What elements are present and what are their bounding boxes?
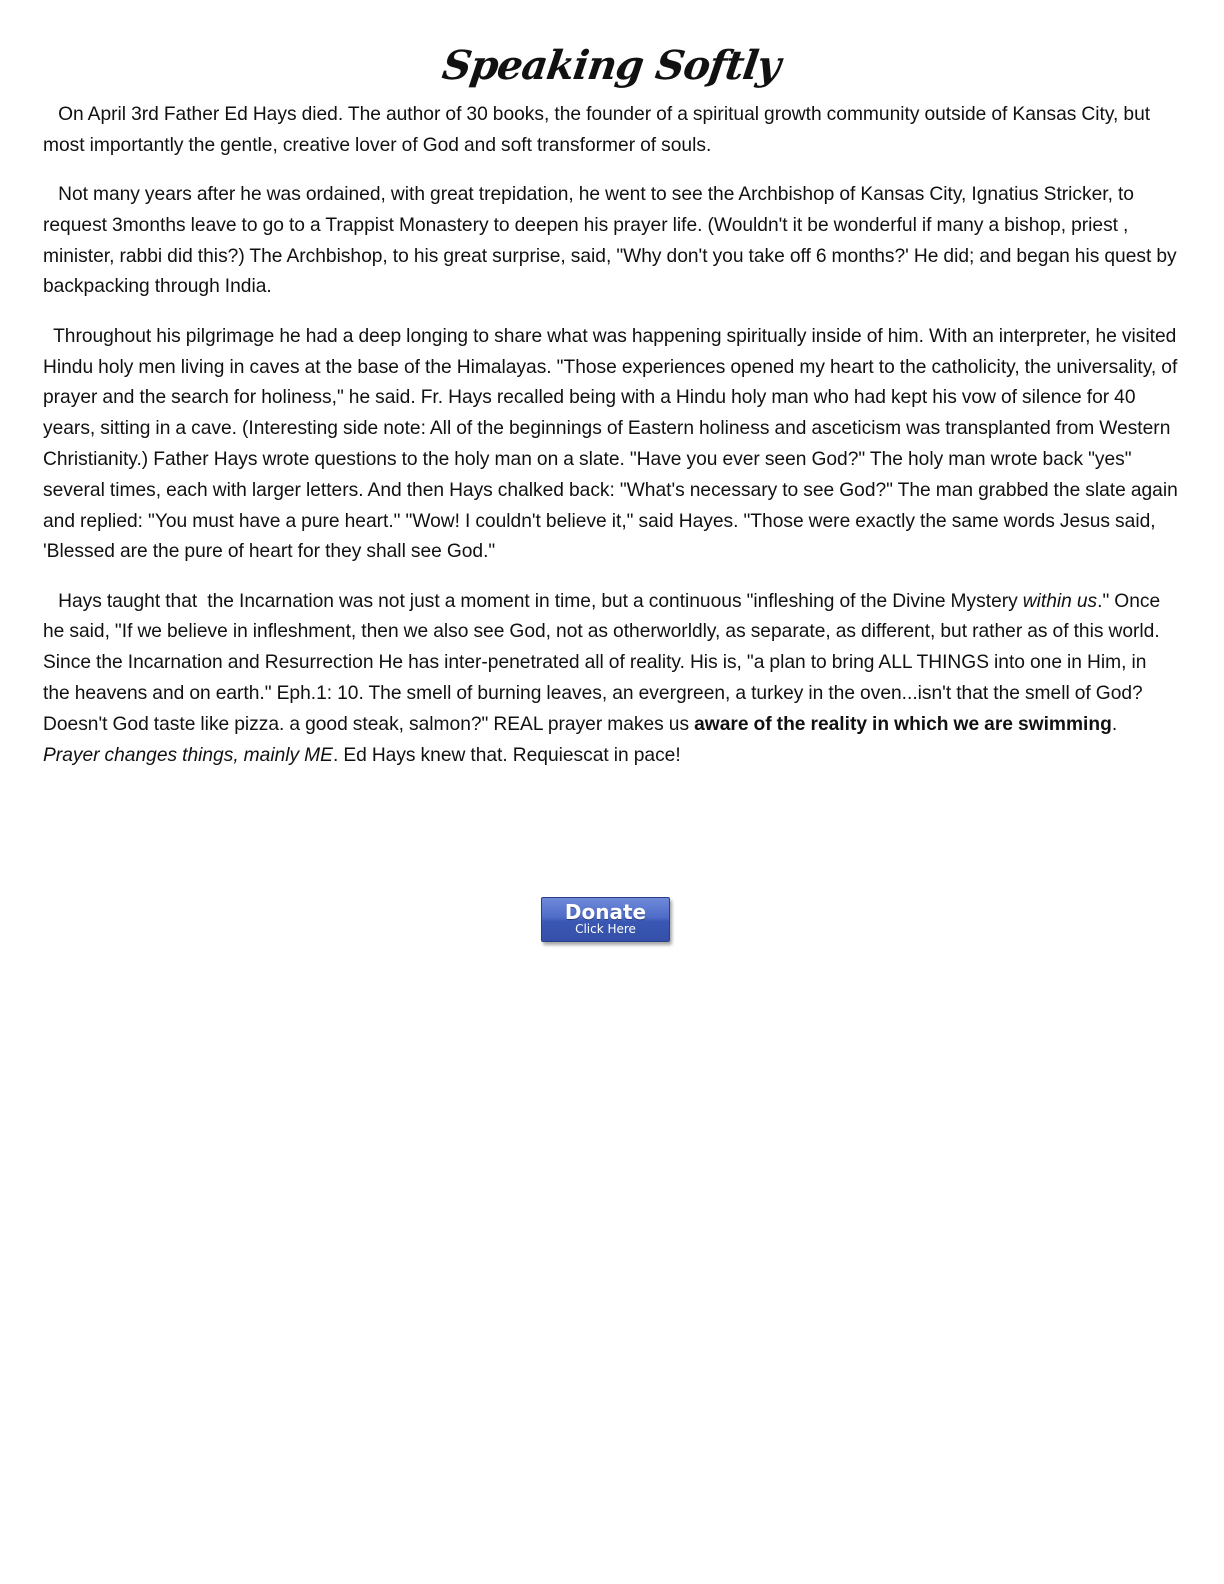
donate-area bbox=[541, 897, 670, 942]
paragraph-4-text-c: . bbox=[1111, 713, 1123, 735]
paragraph-4-text-a: Hays taught that the Incarnation was not just a moment in time, but a continuous "infleshing of the Divine Mystery bbox=[43, 590, 1023, 612]
paragraph-4-bold: aware of the reality in which we are swimming bbox=[694, 713, 1112, 735]
paragraph-4-italic-a: within us bbox=[1022, 590, 1098, 612]
donate-button[interactable] bbox=[541, 897, 670, 942]
article bbox=[43, 40, 1183, 790]
paragraph-3: Throughout his pilgrimage he had a deep longing to share what was happening spiritually inside of him. With an interpreter, he visited Hindu holy men living in caves at the base of the Himalayas. "Those experiences opened my heart to the catholicity, the universality, of prayer and the search for holiness," he said. Fr. Hays recalled being with a Hindu holy man who had kept his vow of silence for 40 years, sitting in a cave. (Interesting side note: All of the beginnings of Eastern holiness and asceticism was transplanted from Western Christianity.) Father Hays wrote questions to the holy man on a slate. "Have you ever seen God?" The holy man wrote back "yes" several times, each with larger letters. And then Hays chalked back: "What's necessary to see God?" The man grabbed the slate again and replied: "You must have a pure heart." "Wow! I couldn't believe it," said Hayes. "Those were exactly the same words Jesus said, 'Blessed are the pure of heart for they shall see God." bbox=[43, 325, 1183, 563]
donate-button-sublabel: Click Here bbox=[575, 922, 636, 936]
paragraph-4-italic-b: Prayer changes things, mainly ME bbox=[43, 744, 333, 766]
donate-button-label: Donate bbox=[564, 900, 647, 924]
paragraph-4-text-d: . Ed Hays knew that. Requiescat in pace! bbox=[332, 744, 681, 766]
page-title: Speaking Softly bbox=[439, 42, 783, 89]
paragraph-2: Not many years after he was ordained, with great trepidation, he went to see the Archbishop of Kansas City, Ignatius Stricker, to request 3months leave to go to a Trappist Monastery to deepen his prayer life. (Wouldn't it be wonderful if many a bishop, priest , minister, rabbi did this?) The Archbishop, to his great surprise, said, "Why don't you take off 6 months?' He did; and began his quest by backpacking through India. bbox=[43, 184, 1182, 298]
paragraph-4-text-b: ." Once he said, "If we believe in infleshment, then we also see God, not as otherworldly, as separate, as different, but rather as of this world. Since the Incarnation and Resurrection He has inter-penetrated all of reality. His is, "a plan to bring ALL THINGS into one in Him, in the heavens and on earth." Eph.1: 10. The smell of burning leaves, an evergreen, a turkey in the oven...isn't that the smell of God? Doesn't God taste like pizza. a good steak, salmon?" REAL prayer makes us bbox=[43, 590, 1170, 735]
paragraph-1: On April 3rd Father Ed Hays died. The author of 30 books, the founder of a spiritual growth community outside of Kansas City, but most importantly the gentle, creative lover of God and soft transformer of souls. bbox=[43, 104, 1156, 156]
paragraph-4 bbox=[43, 587, 1178, 772]
